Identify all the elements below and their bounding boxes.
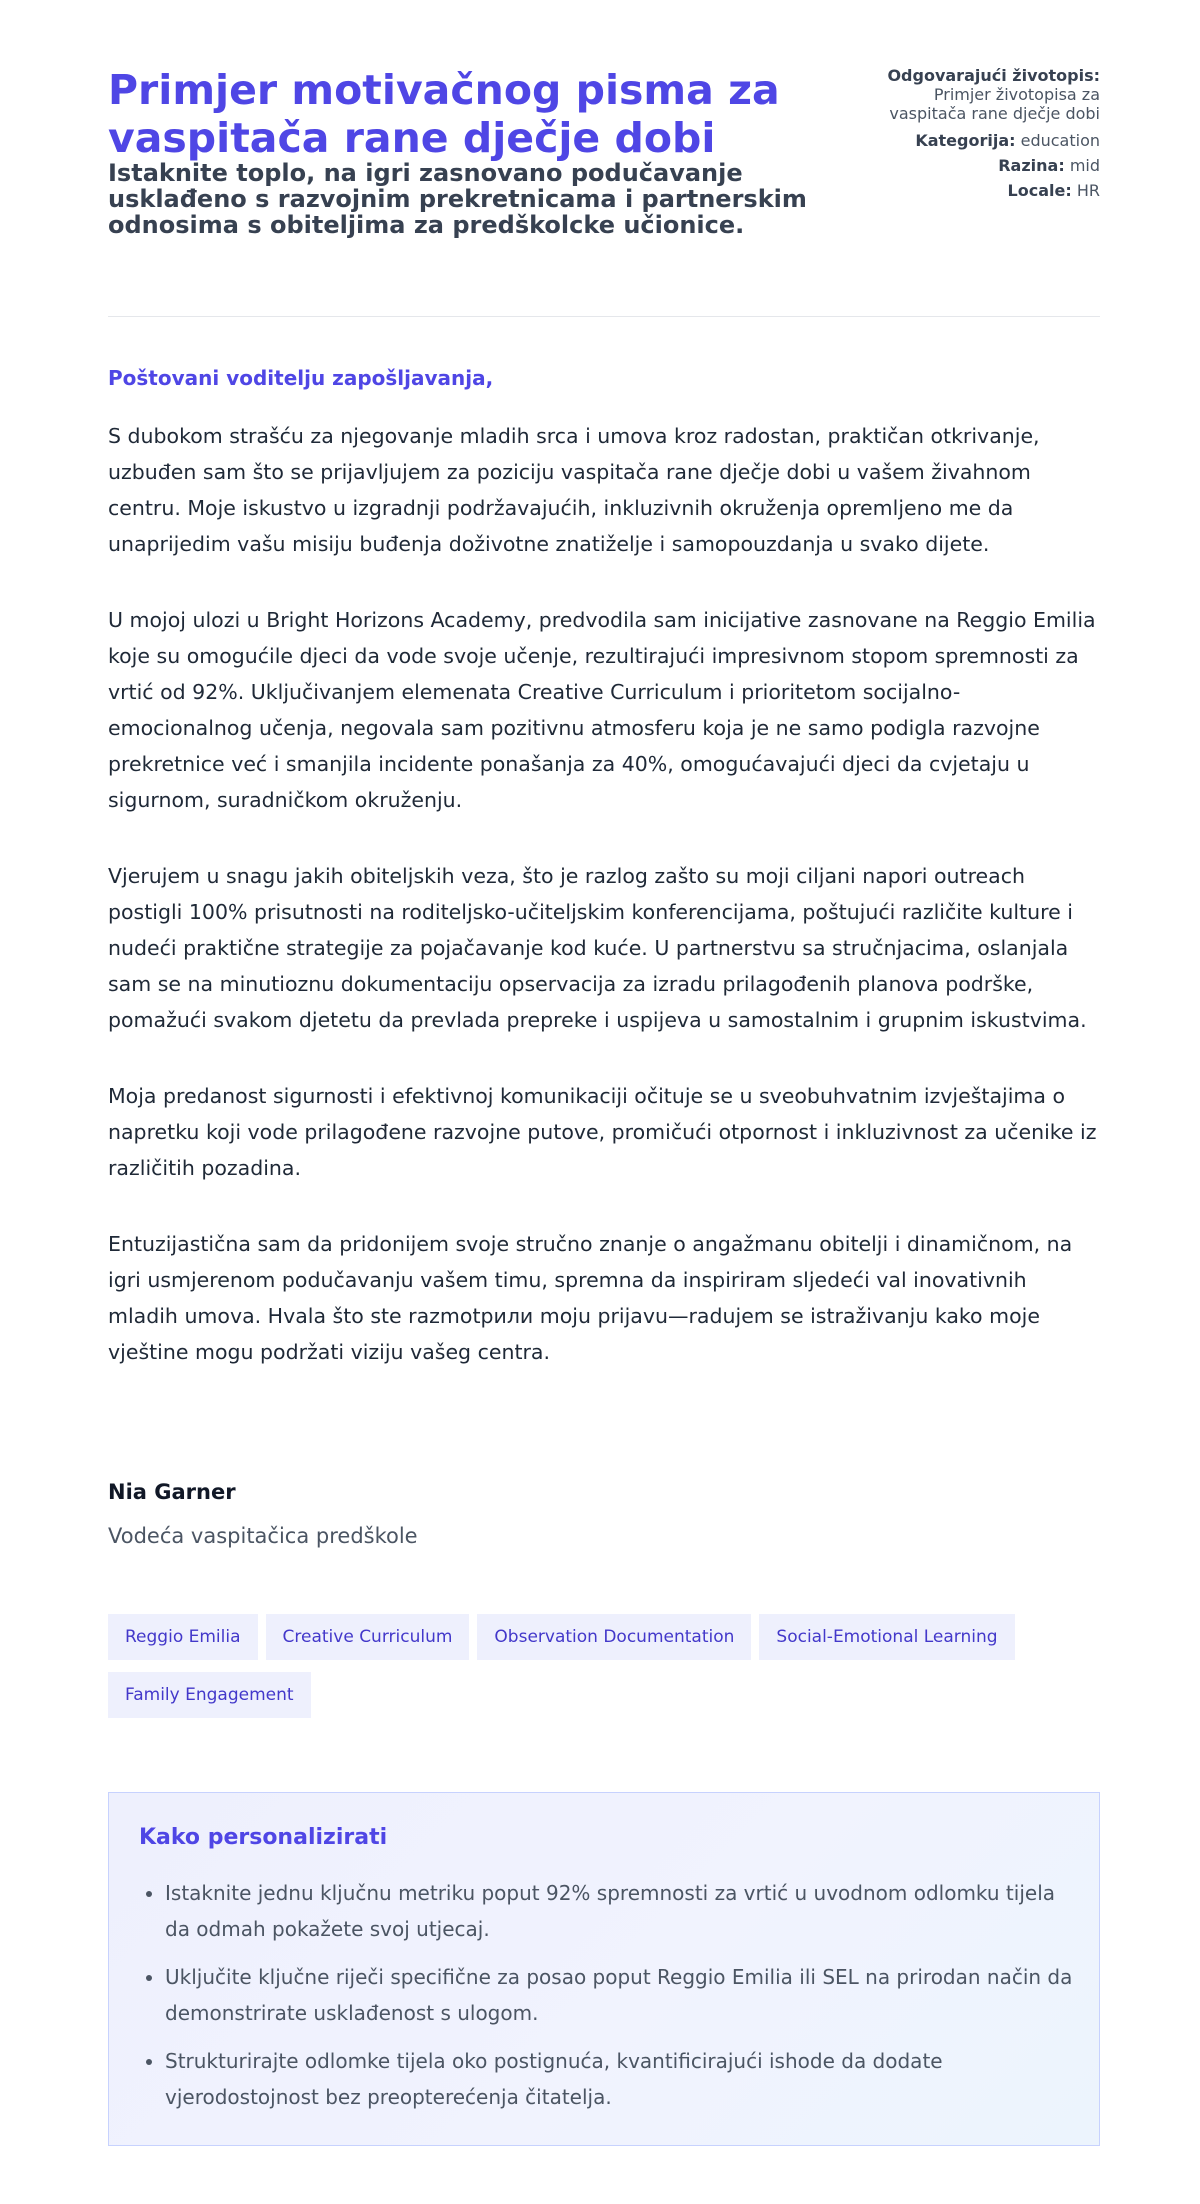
tip-item: • Strukturirajte odlomke tijela oko postignuća, kvantificirajući ishode da dodate vjerodostojnost bez preopterećenja čitatelja. — [165, 2043, 1085, 2115]
page-title: Primjer motivačnog pisma za vaspitača rane dječje dobi — [108, 66, 780, 162]
meta-locale — [860, 181, 1100, 200]
letter-body — [108, 418, 1100, 1410]
meta-level-value: mid — [1069, 156, 1100, 175]
letter-salutation: Poštovani voditelju zapošljavanja, — [108, 366, 494, 390]
skill-tags — [108, 1614, 1100, 1730]
personalization-tips-box — [108, 1792, 1100, 2146]
meta-category-label: Kategorija: — [915, 131, 1016, 150]
tip-item: • Uključite ključne riječi specifične za posao poput Reggio Emilia ili SEL na prirodan način da demonstrirate usklađenost s ulogom. — [165, 1959, 1085, 2031]
tips-list — [139, 1875, 1085, 2127]
meta-locale-label: Locale: — [1007, 181, 1072, 200]
skill-tag: Family Engagement — [108, 1672, 311, 1718]
meta-level-label: Razina: — [998, 156, 1065, 175]
meta-locale-value: HR — [1076, 181, 1100, 200]
skill-tag: Observation Documentation — [477, 1614, 751, 1660]
meta-level — [860, 156, 1100, 175]
meta-category — [860, 131, 1100, 150]
signature-title: Vodeća vaspitačica predškole — [108, 1524, 418, 1548]
letter-paragraph: S dubokom strašću za njegovanje mladih srca i umova kroz radostan, praktičan otkrivanje, uzbuđen sam što se prijavljujem za poziciju vaspitača rane dječje dobi u vašem živahnom centru. Moje iskustvo u izgradnji podržavajućih, inkluzivnih okruženja opremljeno me da unaprijedim vašu misiju buđenja doživotne znatiželje i samopouzdanja u svako dijete. — [108, 424, 1040, 556]
meta-category-value: education — [1020, 131, 1100, 150]
page-subtitle: Istaknite toplo, na igri zasnovano podučavanje usklađeno s razvojnim prekretnicama i partnerskim odnosima s obiteljima za predškolcke učionice. — [108, 159, 807, 239]
letter-paragraph: U mojoj ulozi u Bright Horizons Academy, predvodila sam inicijative zasnovane na Reggio Emilia koje su omogućile djeci da vode svoje učenje, rezultirajući impresivnom stopom spremnosti za vrtić od 92%. Uključivanjem elemenata Creative Curriculum i prioritetom socijalno-emocionalnog učenja, negovala sam pozitivnu atmosferu koja je ne samo podigla razvojne prekretnice već i smanjila incidente ponašanja za 40%, omogućavajući djeci da cvjetaju u sigurnom, suradničkom okruženju. — [108, 608, 1096, 812]
letter-paragraph: Vjerujem u snagu jakih obiteljskih veza, što je razlog zašto su moji ciljani napori outreach postigli 100% prisutnosti na roditeljsko-učiteljskim konferencijama, poštujući različite kulture i nudeći praktične strategije za pojačavanje kod kuće. U partnerstvu sa stručnjacima, oslanjala sam se na minutioznu dokumentaciju opservacija za izradu prilagođenih planova podrške, pomažući svakom djetetu da prevlada prepreke i uspijeva u samostalnim i grupnim iskustvima. — [108, 864, 1087, 1032]
page-header — [108, 66, 1100, 317]
letter-paragraph: Moja predanost sigurnosti i efektivnoj komunikaciji očituje se u sveobuhvatnim izvještajima o napretku koji vode prilagođene razvojne putove, promičući otpornost i inkluzivnost za učenike iz različitih pozadina. — [108, 1084, 1097, 1180]
meta-resume — [860, 66, 1100, 123]
meta-resume-label: Odgovarajući životopis: — [887, 66, 1100, 85]
signature-name: Nia Garner — [108, 1480, 236, 1504]
skill-tag: Creative Curriculum — [266, 1614, 470, 1660]
skill-tag: Reggio Emilia — [108, 1614, 258, 1660]
meta-panel — [860, 66, 1100, 206]
skill-tag: Social-Emotional Learning — [759, 1614, 1014, 1660]
letter-paragraph: Entuzijastična sam da pridonijem svoje stručno znanje o angažmanu obitelji i dinamičnom, na igri usmjerenom podučavanju vašem timu, spremna da inspiriram sljedeći val inovativnih mladih umova. Hvala što ste razmotрили moju prijavu—radujem se istraživanju kako moje vještine mogu podržati viziju vašeg centra. — [108, 1232, 1073, 1364]
tip-item: • Istaknite jednu ključnu metriku poput 92% spremnosti za vrtić u uvodnom odlomku tijela da odmah pokažete svoj utjecaj. — [165, 1875, 1085, 1947]
tips-title: Kako personalizirati — [139, 1825, 388, 1850]
meta-resume-link[interactable]: Primjer životopisa za vaspitača rane dječje dobi — [889, 85, 1100, 123]
